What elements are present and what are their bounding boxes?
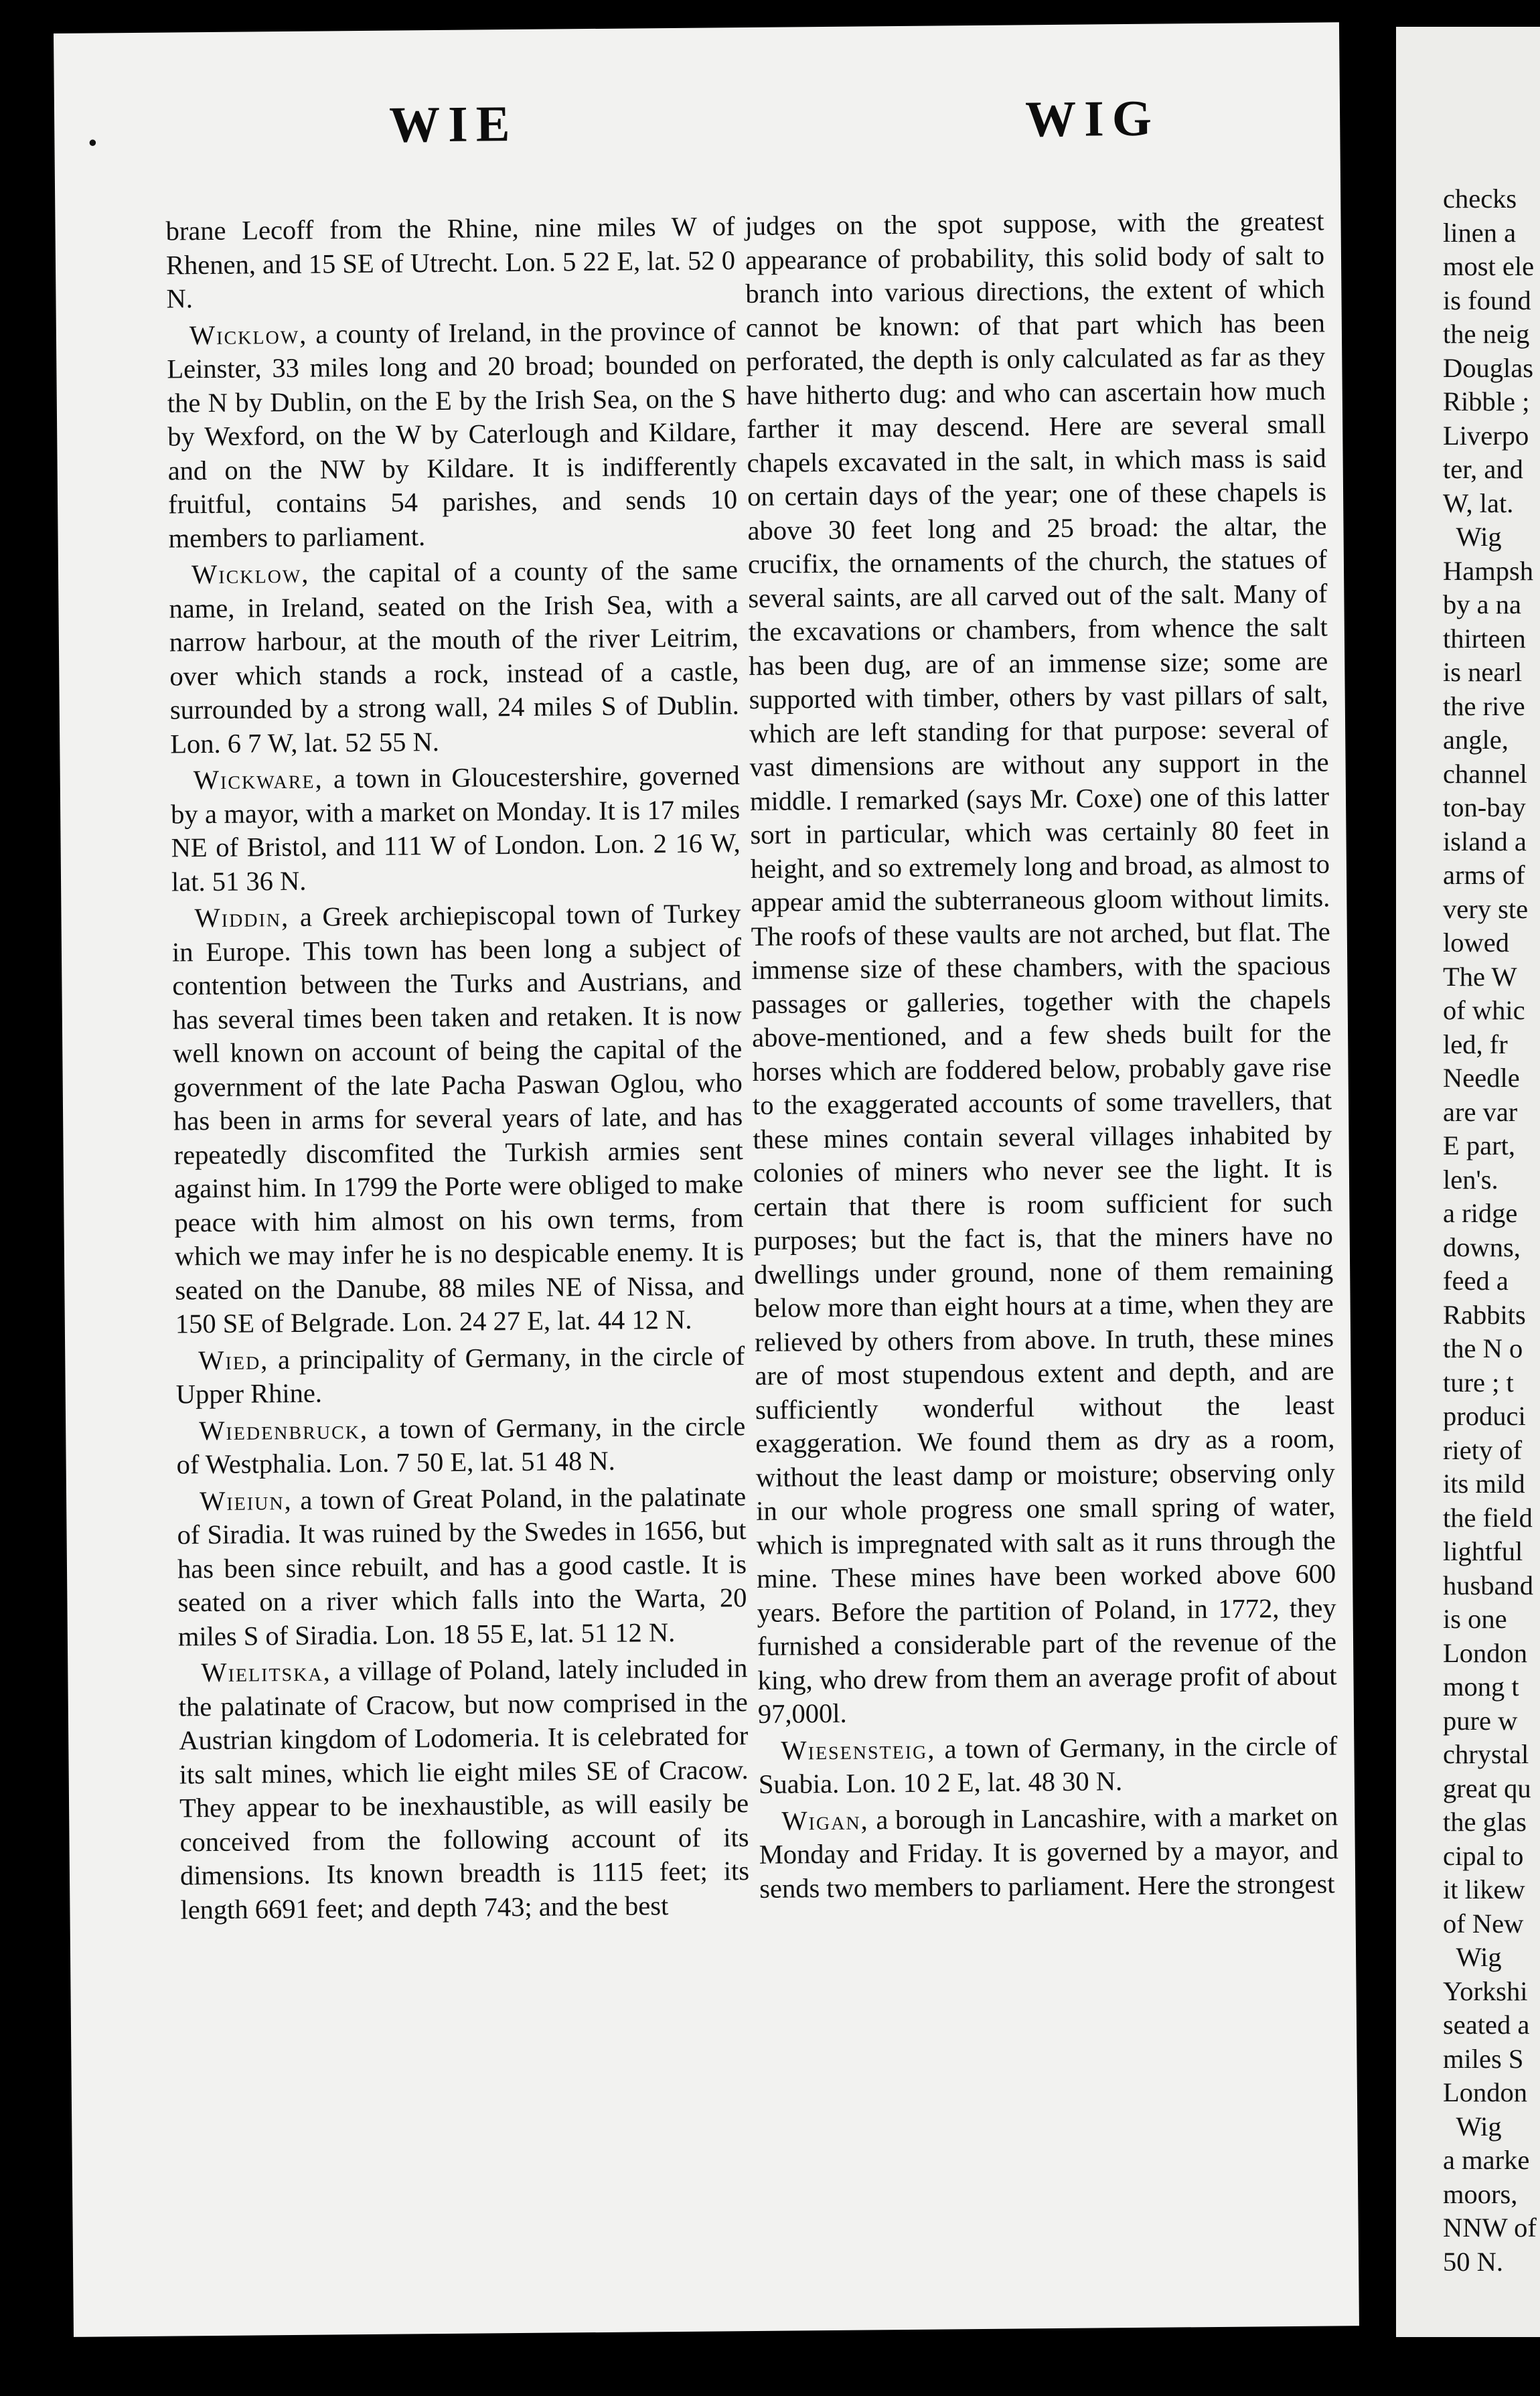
fragment-line: the N o: [1443, 1333, 1523, 1363]
fragment-line: Wig: [1443, 522, 1502, 552]
fragment-line: by a na: [1443, 589, 1521, 619]
entry-text: a town of Germany, in the circle of Westphalia. Lon. 7 50 E, lat. 51 48 N.: [176, 1410, 746, 1480]
fragment-line: seated a: [1443, 2010, 1530, 2040]
right-column: [745, 204, 1338, 1908]
dictionary-entry: [177, 1480, 747, 1654]
fragment-line: E part,: [1443, 1130, 1515, 1160]
fragment-line: mong t: [1443, 1671, 1519, 1702]
fragment-line: thirteen: [1443, 623, 1526, 654]
fragment-line: is one: [1443, 1604, 1507, 1634]
entry-text: a county of Ireland, in the province of Leinster, 33 miles long and 20 broad; bounded on the N by Dublin, on the E by the Irish Sea, on the S by Wexford, on the W by Caterlough and Kildare, and on the NW by Kildare. It is indifferently fruitful, contains 54 parishes, and sends 10 members to parliament.: [167, 315, 738, 554]
entry-text: a town of Great Poland, in the palatinate of Siradia. It was ruined by the Swedes in 1656, but has been since rebuilt, and has a good castle. It is seated on a river which falls into the Warta, 20 miles S of Siradia. Lon. 18 55 E, lat. 51 12 N.: [177, 1481, 747, 1651]
entry-headword: Wiesensteig,: [781, 1734, 936, 1766]
fragment-line: a marke: [1443, 2145, 1530, 2175]
fragment-line: channel: [1443, 758, 1527, 789]
entry-headword: Wied,: [198, 1344, 269, 1375]
fragment-line: husband: [1443, 1570, 1533, 1600]
fragment-line: great qu: [1443, 1773, 1531, 1803]
fragment-line: ter, and: [1443, 454, 1523, 484]
dictionary-entry: [167, 314, 738, 556]
left-column: [165, 210, 749, 1929]
entry-text: a principality of Germany, in the circle of Upper Rhine.: [175, 1340, 745, 1410]
fragment-line: Douglas: [1443, 352, 1533, 383]
entry-headword: Wiedenbruck,: [199, 1414, 369, 1446]
running-head-left: WIE: [388, 95, 518, 153]
dictionary-entry: [176, 1410, 746, 1482]
continued-paragraph: [745, 204, 1337, 1731]
fragment-line: W, lat.: [1443, 488, 1514, 518]
fragment-line: Liverpo: [1443, 420, 1529, 451]
fragment-line: a ridge: [1443, 1198, 1518, 1228]
fragment-line: lowed: [1443, 927, 1509, 958]
entry-text: a town of Germany, in the circle of Suabia. Lon. 10 2 E, lat. 48 30 N.: [758, 1730, 1338, 1799]
continued-paragraph: [165, 210, 735, 316]
fragment-line: it likew: [1443, 1874, 1525, 1904]
fragment-line: checks: [1443, 183, 1517, 214]
fragment-line: ture ; t: [1443, 1367, 1514, 1398]
fragment-line: ton-bay: [1443, 792, 1526, 822]
dictionary-entry: [759, 1799, 1338, 1906]
entry-headword: Wickware,: [193, 763, 323, 796]
fragment-line: the field: [1443, 1502, 1533, 1533]
dictionary-entry: [171, 897, 745, 1341]
fragment-line: is found: [1443, 285, 1531, 315]
entry-headword: Widdin,: [194, 901, 290, 933]
fragment-line: Ribble ;: [1443, 386, 1530, 417]
fragment-line: lightful: [1443, 1536, 1523, 1566]
dictionary-entry: [175, 1339, 745, 1412]
dictionary-entry: [169, 553, 740, 761]
entry-headword: Wicklow,: [191, 558, 310, 590]
fragment-line: most ele: [1443, 251, 1535, 281]
fragment-line: Hampsh: [1443, 555, 1533, 586]
fragment-line: linen a: [1443, 217, 1517, 248]
entry-text: the capital of a county of the same name, in Ireland, seated on the Irish Sea, with a narrow harbour, at the mouth of the river Leitrim, over which stands a rock, instead of a castle, surrounded by a strong wall, 24 miles S of Dublin. Lon. 6 7 W, lat. 52 55 N.: [169, 554, 739, 759]
entry-text: a town in Gloucestershire, governed by a mayor, with a market on Monday. It is 17 miles NE of Bristol, and 111 W of London. Lon. 2 16 W, lat. 51 36 N.: [170, 760, 741, 897]
book-page: [54, 22, 1359, 2337]
fragment-line: 50 N.: [1443, 2246, 1503, 2277]
fragment-line: Needle: [1443, 1063, 1520, 1093]
fragment-line: angle,: [1443, 725, 1509, 755]
entry-text: a village of Poland, lately included in the palatinate of Cracow, but now comprised in the Austrian kingdom of Lodomeria. It is celebrated for its salt mines, which lie eight miles SE of Cracow. They appear to be inexhaustible, as will easily be conceived from the following account of its dimensions. Its known breadth is 1115 feet; its length 6691 feet; and depth 743; and the best: [178, 1653, 750, 1925]
entry-text: judges on the spot suppose, with the greatest appearance of probability, this solid body of salt to branch into various directions, the extent of which cannot be known: of that part which has been perforated, the depth is only calculated as far as they have hitherto dug: and who can ascertain how much farther it may descend. Here are several small chapels excavated in the salt, in which mass is said on certain days of the year; one of these chapels is above 30 feet long and 25 broad: the altar, the crucifix, the ornaments of the church, the statues of several saints, are all carved out of the salt. Many of the excavations or chambers, from whence the salt has been dug, are of an immense size; some are supported with timber, others by vast pillars of salt, which are left standing for that purpose: several of vast dimensions are without any support in the middle. I remarked (says Mr. Coxe) one of this latter sort in particular, which was certainly 80 feet in height, and so extremely long and broad, as almost to appear amid the subterraneous gloom without limits. The roofs of these vaults are not arched, but flat. The immense size of these chambers, with the spacious passages or galleries, together with the chapels above-mentioned, and a few sheds built for the horses which are foddered below, probably gave rise to the exaggerated accounts of some travellers, that these mines contain several villages inhabited by colonies of miners who never see the light. It is certain that there is room sufficient for such purposes; but the fact is, that the miners have no dwellings under ground, none of them remaining below more than eight hours at a time, when they are relieved by others from above. In truth, these mines are of most stupendous extent and depth, and are sufficiently wonderful without the least exaggeration. We found them as dry as a room, without the least damp or moisture; observing only in our whole progress one small spring of water, which is impregnated with salt as it runs through the mine. These mines have been worked above 600 years. Before the partition of Poland, in 1772, they furnished a considerable part of the revenue of the king, who drew from them an average profit of about 97,000l.: [745, 206, 1337, 1729]
entry-text: brane Lecoff from the Rhine, nine miles W of Rhenen, and 15 SE of Utrecht. Lon. 5 22 E, lat. 52 0 N.: [165, 211, 736, 314]
fragment-line: pure w: [1443, 1705, 1518, 1736]
fragment-line: cipal to: [1443, 1840, 1524, 1871]
running-head-right: WIG: [1024, 90, 1160, 148]
dictionary-entry: [758, 1729, 1338, 1802]
fragment-line: downs,: [1443, 1231, 1521, 1262]
fragment-line: London: [1443, 2077, 1527, 2107]
entry-headword: Wigan,: [781, 1804, 869, 1836]
entry-headword: Wicklow,: [189, 319, 308, 350]
fragment-line: Rabbits: [1443, 1299, 1526, 1330]
entry-headword: Wieiun,: [199, 1485, 293, 1516]
fragment-line: feed a: [1443, 1266, 1509, 1296]
entry-text: a Greek archiepiscopal town of Turkey in Europe. This town has been long a subject of contention between the Turks and Austrians, and has several times been taken and retaken. It is now well known on account of being the capital of the government of the late Pacha Paswan Oglou, who has been in arms for several years of late, and has repeatedly discomfited the Turkish armies sent against him. In 1799 the Porte were obliged to make peace with him almost on his own terms, from which we may infer he is no despicable enemy. It is seated on the Danube, 88 miles NE of Nissa, and 150 SE of Belgrade. Lon. 24 27 E, lat. 44 12 N.: [171, 898, 745, 1339]
fragment-line: NNW of: [1443, 2213, 1537, 2243]
fragment-line: London: [1443, 1637, 1527, 1668]
fragment-line: Yorkshi: [1443, 1975, 1528, 2006]
fragment-line: very ste: [1443, 893, 1529, 924]
fragment-line: led, fr: [1443, 1029, 1508, 1059]
fragment-line: Wig: [1443, 2111, 1502, 2142]
fragment-line: the glas: [1443, 1807, 1527, 1837]
entry-text: a borough in Lancashire, with a market on Monday and Friday. It is governed by a mayor, and sends two members to parliament. Here the strongest: [759, 1800, 1338, 1904]
dictionary-entry: [178, 1651, 749, 1927]
entry-headword: Wielitska,: [201, 1656, 331, 1688]
dictionary-entry: [171, 759, 741, 899]
fragment-line: miles S: [1443, 2043, 1524, 2074]
fragment-line: produci: [1443, 1401, 1526, 1431]
fragment-line: of whic: [1443, 995, 1525, 1025]
fragment-line: is nearl: [1443, 657, 1523, 687]
fragment-line: the neig: [1443, 319, 1530, 349]
fragment-line: moors,: [1443, 2178, 1518, 2209]
fragment-line: chrystal: [1443, 1739, 1529, 1769]
adjacent-page-text: [1443, 182, 1537, 2279]
fragment-line: the rive: [1443, 690, 1525, 721]
fragment-line: riety of: [1443, 1434, 1523, 1465]
fragment-line: The W: [1443, 961, 1517, 992]
fragment-line: len's.: [1443, 1164, 1498, 1195]
fragment-line: Wig: [1443, 1942, 1502, 1972]
fragment-line: of New: [1443, 1908, 1524, 1939]
fragment-line: are var: [1443, 1096, 1518, 1127]
fragment-line: its mild: [1443, 1469, 1525, 1499]
margin-dot: •: [88, 127, 98, 158]
fragment-line: island a: [1443, 826, 1527, 856]
fragment-line: arms of: [1443, 860, 1525, 890]
